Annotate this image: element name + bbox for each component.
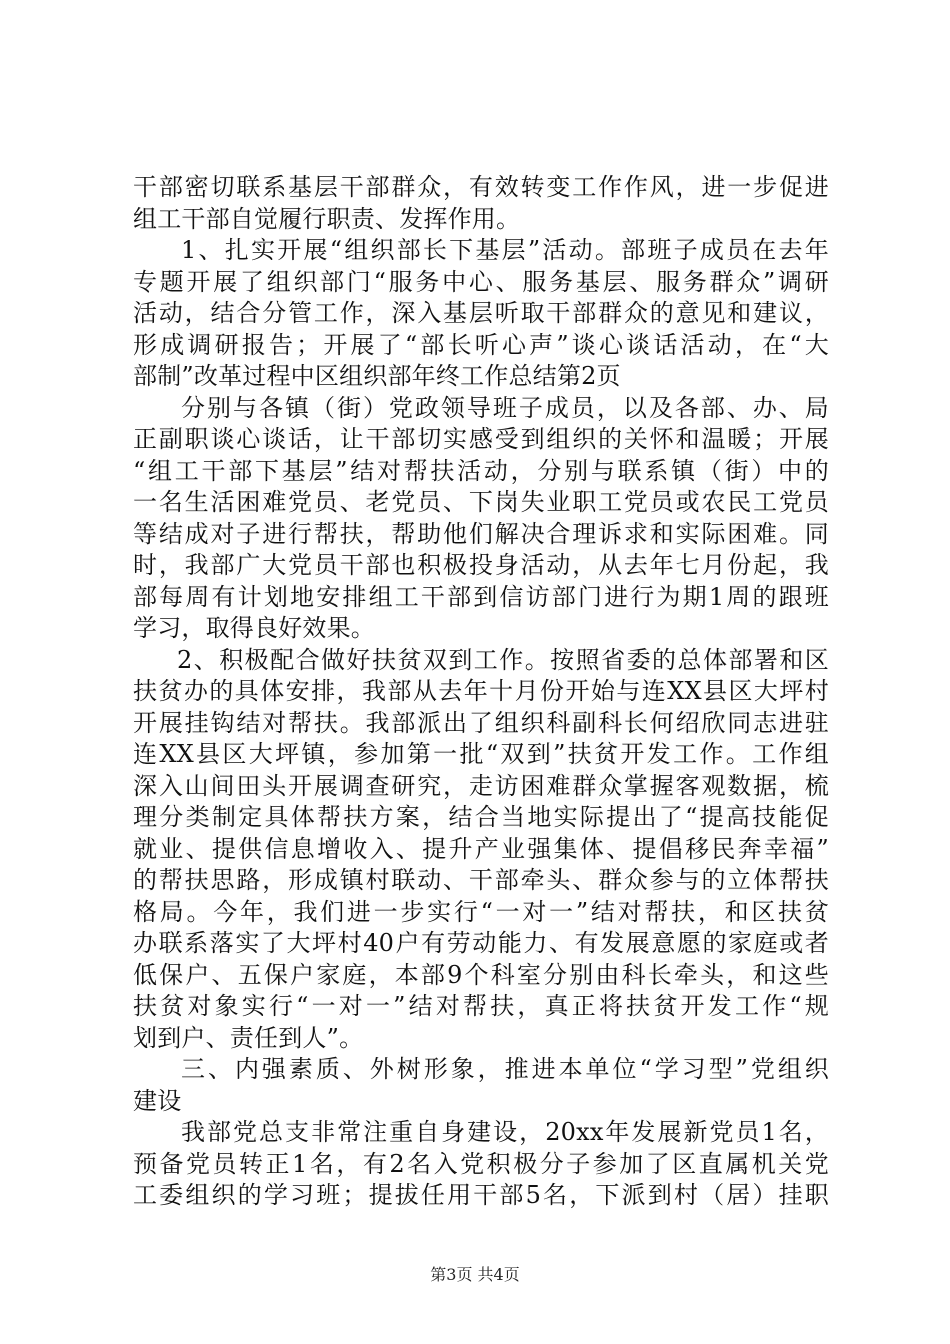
text-line: 扶贫办的具体安排，我部从去年十月份开始与连XX县区大坪村: [133, 677, 829, 705]
page-footer: [0, 1265, 950, 1285]
text-line: 低保户、五保户家庭，本部9个科室分别由科长牵头，和这些: [133, 960, 829, 989]
text-line: 建设: [133, 1086, 182, 1115]
text-line: 活动，结合分管工作，深入基层听取干部群众的意见和建议，: [133, 299, 829, 327]
text-line: 2、积极配合做好扶贫双到工作。按照省委的总体部署和区: [177, 645, 829, 674]
text-line: 1、扎实开展“组织部长下基层”活动。部班子成员在去年: [181, 236, 829, 264]
text-line: 形成调研报告；开展了“部长听心声”谈心谈话活动，在“大: [133, 330, 829, 359]
text-line: 就业、提供信息增收入、提升产业强集体、提倡移民奔幸福”: [133, 834, 829, 863]
text-line: 等结成对子进行帮扶，帮助他们解决合理诉求和实际困难。同: [133, 519, 829, 548]
text-line: “组工干部下基层”结对帮扶活动，分别与联系镇（街）中的: [133, 456, 829, 485]
text-line: 分别与各镇（街）党政领导班子成员，以及各部、办、局: [181, 393, 829, 422]
text-line: 组工干部自觉履行职责、发挥作用。: [133, 204, 521, 233]
text-line: 深入山间田头开展调查研究，走访困难群众掌握客观数据，梳: [133, 771, 829, 800]
text-line: 办联系落实了大坪村40户有劳动能力、有发展意愿的家庭或者: [133, 929, 829, 957]
text-line: 划到户、责任到人”。: [133, 1023, 364, 1052]
document-body: [133, 172, 829, 1212]
text-line: 连XX县区大坪镇，参加第一批“双到”扶贫开发工作。工作组: [133, 740, 829, 768]
text-line: 时，我部广大党员干部也积极投身活动，从去年七月份起，我: [133, 551, 829, 579]
text-line: 部制”改革过程中区组织部年终工作总结第2页: [133, 362, 621, 390]
text-line: 学习，取得良好效果。: [133, 614, 375, 642]
text-line: 开展挂钩结对帮扶。我部派出了组织科副科长何绍欣同志进驻: [133, 708, 829, 737]
text-line: 正副职谈心谈话，让干部切实感受到组织的关怀和温暖；开展: [133, 425, 829, 453]
text-line: 扶贫对象实行“一对一”结对帮扶，真正将扶贫开发工作“规: [133, 992, 829, 1020]
text-line: 预备党员转正1名，有2名入党积极分子参加了区直属机关党: [133, 1149, 829, 1178]
text-line: 格局。今年，我们进一步实行“一对一”结对帮扶，和区扶贫: [133, 897, 829, 926]
text-line: 部每周有计划地安排组工干部到信访部门进行为期1周的跟班: [133, 582, 829, 611]
text-line: 专题开展了组织部门“服务中心、服务基层、服务群众”调研: [133, 267, 829, 296]
text-line: 三、内强素质、外树形象，推进本单位“学习型”党组织: [181, 1055, 829, 1083]
text-line: 干部密切联系基层干部群众，有效转变工作作风，进一步促进: [133, 173, 829, 201]
text-line: 工委组织的学习班；提拔任用干部5名，下派到村（居）挂职: [133, 1181, 829, 1209]
text-line: 的帮扶思路，形成镇村联动、干部牵头、群众参与的立体帮扶: [133, 866, 829, 894]
text-line: 我部党总支非常注重自身建设，20xx年发展新党员1名，: [181, 1118, 829, 1146]
page-number-label: 第3页 共4页: [430, 1265, 520, 1284]
text-line: 理分类制定具体帮扶方案，结合当地实际提出了“提高技能促: [133, 803, 829, 831]
text-line: 一名生活困难党员、老党员、下岗失业职工党员或农民工党员: [133, 488, 829, 516]
